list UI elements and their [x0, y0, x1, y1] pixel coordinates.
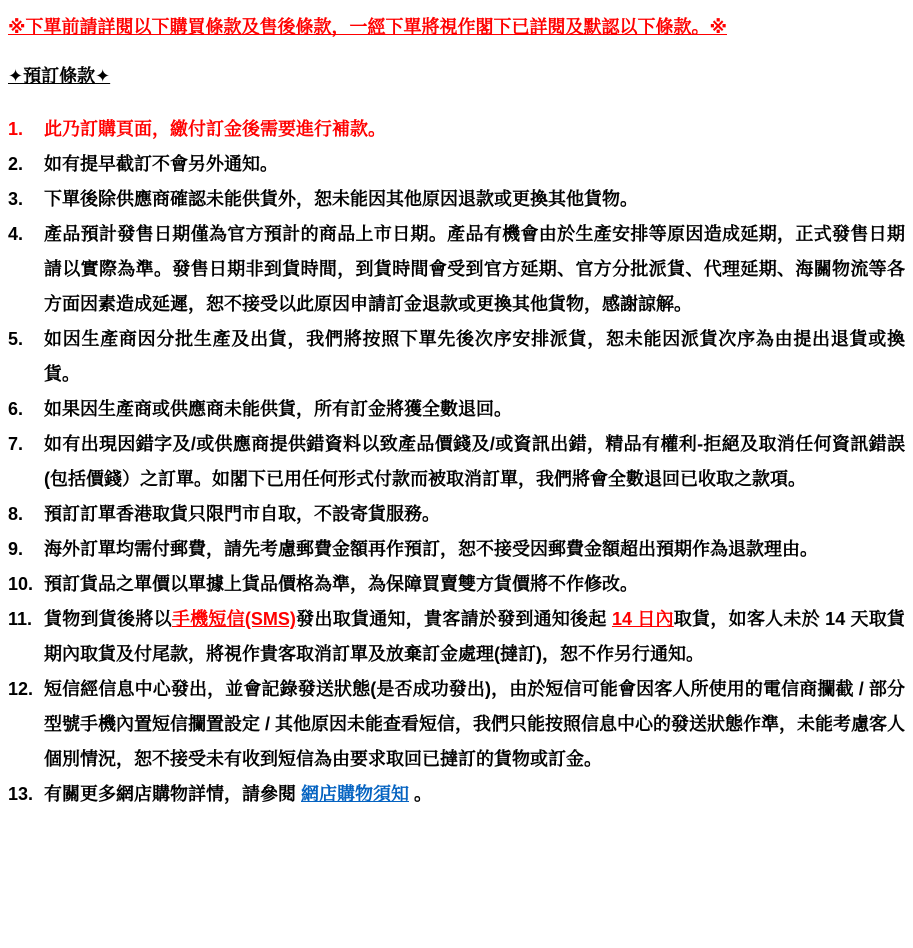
term-number: 12.	[8, 679, 34, 699]
term-number: 1.	[8, 119, 24, 139]
term-segment: 短信經信息中心發出，並會記錄發送狀態(是否成功發出)，由於短信可能會因客人所使用的電信商攔截 / 部分型號手機內置短信攔置設定 / 其他原因未能查看短信，我們只能按照信息中心的發送狀態作準，未能考慮客人個別情況，恕不接受未有收到短信為由要求取回已撻訂的貨物或訂金。	[44, 679, 905, 769]
term-number: 4.	[8, 224, 24, 244]
term-text	[44, 182, 907, 217]
term-segment: 預訂訂單香港取貨只限門市自取，不設寄貨服務。	[44, 504, 440, 524]
term-item	[8, 217, 907, 322]
term-segment: 下單後除供應商確認未能供貨外，恕未能因其他原因退款或更換其他貨物。	[44, 189, 638, 209]
term-text	[44, 532, 907, 567]
term-item	[8, 147, 907, 182]
term-segment: 。	[409, 784, 433, 804]
term-segment: 如有出現因錯字及/或供應商提供錯資料以致產品價錢及/或資訊出錯，精品有權利-拒絕及取消任何資訊錯誤(包括價錢）之訂單。如閣下已用任何形式付款而被取消訂單，我們將會全數退回已收取之款項。	[44, 434, 905, 489]
section-header-preorder-terms: ✦預訂條款✦	[8, 66, 111, 86]
term-item	[8, 567, 907, 602]
term-item	[8, 322, 907, 392]
term-number: 2.	[8, 154, 24, 174]
terms-list	[8, 112, 907, 812]
term-number: 8.	[8, 504, 24, 524]
term-text	[44, 392, 907, 427]
term-text	[44, 567, 907, 602]
term-segment: 如果因生產商或供應商未能供貨，所有訂金將獲全數退回。	[44, 399, 512, 419]
term-item	[8, 392, 907, 427]
term-item	[8, 112, 907, 147]
term-item	[8, 777, 907, 812]
term-item	[8, 427, 907, 497]
term-segment: 有關更多網店購物詳情，請參閱	[44, 784, 301, 804]
term-text	[44, 217, 907, 322]
term-segment: 發出取貨通知，貴客請於發到通知後起	[295, 609, 612, 629]
term-segment: 預訂貨品之單價以單據上貨品價格為準，為保障買賣雙方貨價將不作修改。	[44, 574, 638, 594]
term-number: 13.	[8, 784, 34, 804]
term-item	[8, 602, 907, 672]
term-segment: 產品預計發售日期僅為官方預計的商品上市日期。產品有機會由於生產安排等原因造成延期，正式發售日期請以實際為準。發售日期非到貨時間，到貨時間會受到官方延期、官方分批派貨、代理延期、海關物流等各方面因素造成延遲，恕不接受以此原因申請訂金退款或更換其他貨物，感謝諒解。	[44, 224, 905, 314]
term-number: 11.	[8, 609, 33, 629]
term-number: 3.	[8, 189, 24, 209]
highlighted-term-text: 手機短信(SMS)	[171, 609, 296, 629]
term-segment: 海外訂單均需付郵費，請先考慮郵費金額再作預訂，恕不接受因郵費金額超出預期作為退款理由。	[44, 539, 818, 559]
term-number: 5.	[8, 329, 24, 349]
term-number: 10.	[8, 574, 34, 594]
term-segment: 如因生產商因分批生產及出貨，我們將按照下單先後次序安排派貨，恕未能因派貨次序為由提出退貨或換貨。	[44, 329, 905, 384]
term-segment: 貨物到貨後將以	[44, 609, 172, 629]
term-text	[44, 777, 907, 812]
term-segment: 如有提早截訂不會另外通知。	[44, 154, 278, 174]
term-item	[8, 182, 907, 217]
term-number: 6.	[8, 399, 24, 419]
term-item	[8, 497, 907, 532]
term-text	[44, 672, 907, 777]
term-segment: 取貨，如客人未於 14 天取貨期內取貨及付尾款，將視作貴客取消訂單及放棄訂金處理(撻訂)，恕不作另行通知。	[44, 609, 906, 664]
term-text	[44, 427, 907, 497]
page-title: ※下單前請詳閱以下購買條款及售後條款，一經下單將視作閣下已詳閱及默認以下條款。※	[8, 17, 727, 37]
term-text	[44, 497, 907, 532]
term-number: 9.	[8, 539, 24, 559]
term-segment: 此乃訂購頁面，繳付訂金後需要進行補款。	[44, 119, 386, 139]
term-number: 7.	[8, 434, 24, 454]
term-text	[44, 112, 907, 147]
term-item	[8, 532, 907, 567]
term-text	[44, 322, 907, 392]
highlighted-term-text: 14 日內	[611, 609, 674, 629]
store-shopping-guide-link[interactable]: 網店購物須知	[301, 784, 409, 804]
term-item	[8, 672, 907, 777]
term-text	[44, 602, 907, 672]
term-text	[44, 147, 907, 182]
